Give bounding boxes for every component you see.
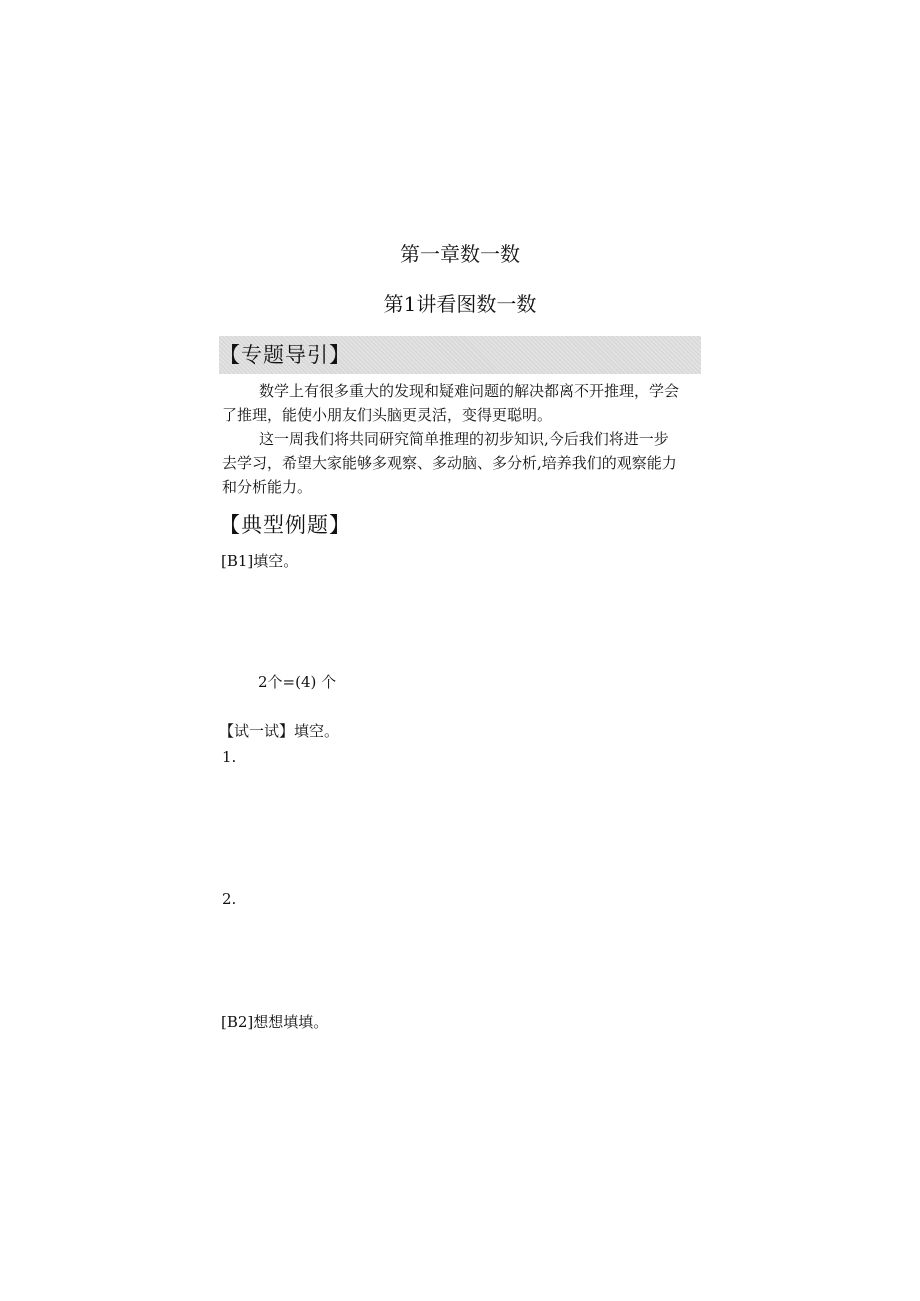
intro-paragraph-2 xyxy=(222,427,700,499)
paragraph-line: 这一周我们将共同研究简单推理的初步知识,今后我们将进一步 xyxy=(259,430,669,448)
exercise-number-1: 1. xyxy=(222,748,237,766)
try-it-label: 【试一试】填空。 xyxy=(219,722,340,740)
paragraph-line: 了推理，能使小朋友们头脑更灵活，变得更聪明。 xyxy=(222,406,553,424)
paragraph-line: 去学习，希望大家能够多观察、多动脑、多分析,培养我们的观察能力 xyxy=(222,454,677,472)
paragraph-line: 数学上有很多重大的发现和疑难问题的解决都离不开推理，学会 xyxy=(259,382,680,400)
chapter-title: 第一章数一数 xyxy=(400,242,520,266)
paragraph-line: 和分析能力。 xyxy=(222,478,313,496)
lecture-title: 第1讲看图数一数 xyxy=(383,292,537,316)
exercise-number-2: 2. xyxy=(222,890,237,908)
examples-heading: 【典型例题】 xyxy=(219,513,351,537)
example-b1-label: [B1]填空。 xyxy=(221,552,299,570)
example-b2-label: [B2]想想填填。 xyxy=(221,1013,329,1031)
intro-heading: 【专题导引】 xyxy=(219,343,351,367)
intro-paragraph-1 xyxy=(222,379,700,427)
example-b1-answer: 2个=(4) 个 xyxy=(258,673,337,691)
